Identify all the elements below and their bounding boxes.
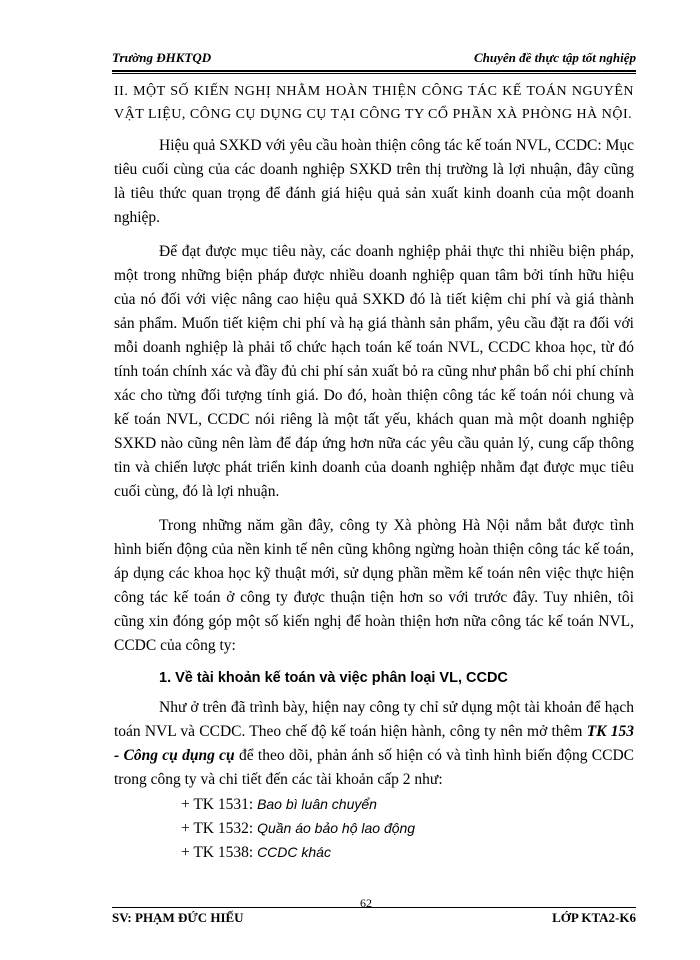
- paragraph-4-text-b: để theo dõi, phản ánh số hiện có và tình hình biến động CCDC trong công ty và chi tiết đến các tài khoản cấp 2 như:: [114, 747, 634, 788]
- account-name: CCDC khác: [257, 844, 331, 860]
- paragraph-3: Trong những năm gần đây, công ty Xà phòng Hà Nội nắm bắt được tình hình biến động của nền kinh tế nên cũng không ngừng hoàn thiện công tác kế toán, áp dụng các khoa học kỹ thuật mới, sử dụng phần mềm kế toán nên việc thực hiện công tác kế toán ở công ty được thuận tiện hơn so với trước đây. Tuy nhiên, tôi cũng xin đóng góp một số kiến nghị để hoàn thiện hơn nữa công tác kế toán NVL, CCDC của công ty:: [114, 517, 634, 654]
- paragraph-2: Để đạt được mục tiêu này, các doanh nghiệp phải thực thi nhiều biện pháp, một trong những biện pháp được nhiều doanh nghiệp quan tâm bởi tính hữu hiệu của nó đối với việc nâng cao hiệu quả SXKD đó là tiết kiệm chi phí và giá thành sản phẩm. Muốn tiết kiệm chi phí và hạ giá thành sản phẩm, yêu cầu đặt ra đối với mỗi doanh nghiệp là phải tổ chức hạch toán kế toán NVL, CCDC khoa học, từ đó tính toán chính xác và đầy đủ chi phí sản xuất bỏ ra cũng như phân bổ chi phí chính xác cho từng đối tượng tính giá. Do đó, hoàn thiện công tác kế toán nói chung và kế toán NVL, CCDC nói riêng là một tất yếu, khách quan mà một doanh nghiệp SXKD nào cũng nên làm để đáp ứng hơn nữa các yêu cầu quản lý, cung cấp thông tin và chiến lược phát triển kinh doanh của doanh nghiệp nhằm đạt được mục tiêu cuối cùng, đó là lợi nhuận.: [114, 243, 634, 500]
- account-code: + TK 1531:: [181, 796, 258, 813]
- list-item: [181, 840, 634, 864]
- account-list: [114, 792, 634, 864]
- header-school: Trường ĐHKTQD: [112, 50, 212, 65]
- page-header: [112, 50, 636, 70]
- page-number: 62: [360, 896, 372, 910]
- account-name: Quần áo bảo hộ lao động: [257, 820, 416, 836]
- header-rule-thin: [112, 73, 636, 74]
- tk153-emphasis: TK 153 - Công cụ dụng cụ: [114, 723, 635, 764]
- section-title: II. MỘT SỐ KIẾN NGHỊ NHẰM HOÀN THIỆN CÔNG TÁC KẾ TOÁN NGUYÊN VẬT LIỆU, CÔNG CỤ DỤNG CỤ TẠI CÔNG TY CỔ PHẦN XÀ PHÒNG HÀ NỘI.: [114, 84, 634, 122]
- paragraph-4-text-a: Như ở trên đã trình bày, hiện nay công ty chỉ sử dụng một tài khoản để hạch toán NVL và CCDC. Theo chế độ kế toán hiện hành, công ty nên mở thêm: [114, 699, 634, 740]
- account-name: Bao bì luân chuyển: [257, 796, 377, 812]
- footer-student: SV: PHẠM ĐỨC HIẾU: [112, 910, 244, 925]
- footer-rule: [112, 907, 636, 908]
- paragraph-1: Hiệu quả SXKD với yêu cầu hoàn thiện công tác kế toán NVL, CCDC: Mục tiêu cuối cùng của các doanh nghiệp SXKD trên thị trường là lợi nhuận, đây cũng là tiêu thức quan trọng để đánh giá hiệu quả sản xuất kinh doanh của một doanh nghiệp.: [114, 137, 634, 226]
- paragraph-4: [114, 696, 634, 792]
- account-code: + TK 1532:: [181, 820, 258, 837]
- header-rule-thick: [112, 70, 636, 72]
- document-body: [114, 80, 634, 864]
- header-title: Chuyên đề thực tập tốt nghiệp: [474, 50, 636, 65]
- list-item: [181, 792, 634, 816]
- account-code: + TK 1538:: [181, 844, 258, 861]
- list-item: [181, 816, 634, 840]
- subheading-accounts: 1. Về tài khoản kế toán và việc phân loại VL, CCDC: [159, 670, 508, 686]
- footer-class: LỚP KTA2-K6: [552, 910, 636, 925]
